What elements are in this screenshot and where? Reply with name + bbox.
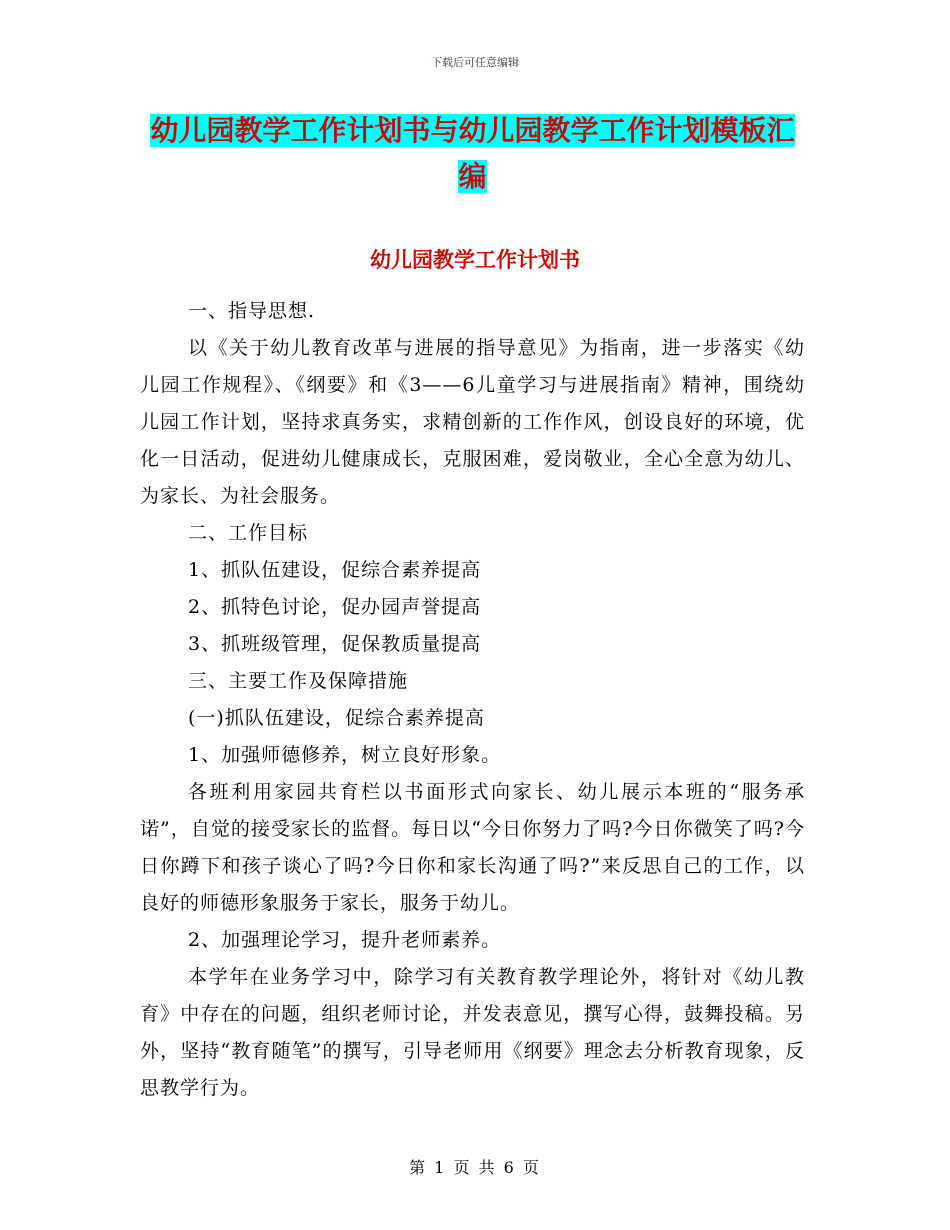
goal-item-3: 3、抓班级管理，促保教质量提高 — [188, 633, 482, 655]
item-teacher-ethics: 1、加强师德修养，树立良好形象。 — [188, 744, 502, 766]
heading-guiding-thought: 一、指导思想. — [188, 300, 316, 322]
section-title: 幼儿园教学工作计划书 — [370, 248, 580, 272]
document-body — [140, 293, 805, 1107]
goal-item-1: 1、抓队伍建设，促综合素养提高 — [188, 559, 482, 581]
subheading-team-building: (一)抓队伍建设，促综合素养提高 — [188, 707, 485, 729]
heading-main-work: 三、主要工作及保障措施 — [188, 670, 409, 692]
page-footer: 第 1 页 共 6 页 — [409, 1158, 541, 1177]
page-header-note: 下载后可任意编辑 — [431, 56, 519, 69]
item-theory-study: 2、加强理论学习，提升老师素养。 — [188, 929, 502, 951]
goal-item-2: 2、抓特色讨论，促办园声誉提高 — [188, 596, 482, 618]
paragraph-study-plan: 本学年在业务学习中，除学习有关教育教学理论外，将针对《幼儿教育》中存在的问题，组织老师讨论，并发表意见，撰写心得，鼓舞投稿。另外，坚持“教育随笔”的撰写，引导老师用《纲要》理念去分析教育现象，反思教学行为。 — [140, 966, 805, 1099]
heading-work-goals: 二、工作目标 — [188, 522, 309, 544]
document-title — [140, 108, 805, 200]
paragraph-service-commitment: 各班利用家园共育栏以书面形式向家长、幼儿展示本班的“服务承诺”，自觉的接受家长的监督。每日以“今日你努力了吗?今日你微笑了吗?今日你蹲下和孩子谈心了吗?今日你和家长沟通了吗?”来反思自己的工作，以良好的师德形象服务于家长，服务于幼儿。 — [140, 781, 805, 914]
paragraph-guiding-thought: 以《关于幼儿教育改革与进展的指导意见》为指南，进一步落实《幼儿园工作规程》、《纲要》和《3——6儿童学习与进展指南》精神，围绕幼儿园工作计划，坚持求真务实，求精创新的工作作风，创设良好的环境，优化一日活动，促进幼儿健康成长，克服困难，爱岗敬业，全心全意为幼儿、为家长、为社会服务。 — [140, 337, 805, 507]
document-title-text: 幼儿园教学工作计划书与幼儿园教学工作计划模板汇编 — [150, 114, 795, 193]
